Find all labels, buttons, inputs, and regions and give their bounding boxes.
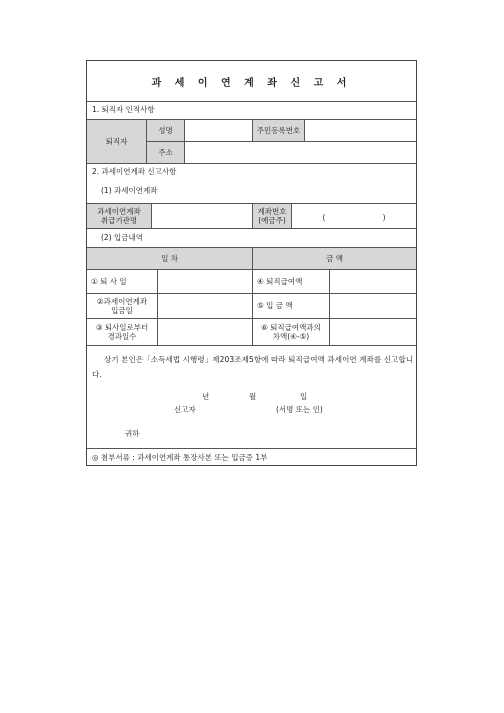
divider	[87, 101, 416, 102]
divider	[87, 228, 416, 229]
col-amount-header: 금 액	[326, 253, 343, 263]
divider	[146, 119, 147, 163]
elapsed-days-field[interactable]	[158, 319, 252, 345]
divider	[151, 203, 152, 228]
institution-label: 과세이연계좌 취급기관명	[97, 206, 141, 225]
deposit-amount-field[interactable]	[330, 294, 416, 318]
divider	[87, 345, 416, 346]
row-retire-date-label: ① 퇴 사 일	[91, 276, 127, 286]
subsection-deposit: (2) 입금내역	[101, 233, 143, 243]
reporter-label: 신고자	[174, 405, 196, 414]
divider	[252, 247, 253, 345]
name-field[interactable]	[185, 120, 252, 141]
col-date-header: 일 차	[161, 253, 178, 263]
attachment-note: ◎ 첨부서류 : 과세이연계좌 통장사본 또는 입금증 1부	[92, 452, 268, 462]
subsection-account: (1) 과세이연계좌	[101, 186, 158, 196]
divider	[252, 119, 253, 141]
row-deposit-amount-label: ⑤ 입 금 액	[257, 301, 293, 311]
divider	[157, 269, 158, 345]
divider	[329, 269, 330, 345]
report-form	[86, 60, 417, 466]
row-retire-amount-label: ④ 퇴직급여액	[257, 276, 303, 286]
addressee-label: 귀하	[125, 429, 140, 438]
account-field[interactable]: ( )	[322, 213, 386, 223]
form-title: 과 세 이 연 계 좌 신 고 서	[151, 77, 352, 89]
address-label: 주소	[158, 147, 173, 157]
id-field[interactable]	[305, 120, 416, 141]
difference-field[interactable]	[330, 319, 416, 345]
divider	[87, 448, 416, 449]
section1-heading: 1. 퇴직자 인적사항	[92, 105, 155, 115]
divider	[304, 119, 305, 141]
date-month-label: 월	[249, 392, 257, 401]
divider	[146, 141, 416, 142]
deposit-date-field[interactable]	[158, 294, 252, 318]
address-field[interactable]	[185, 142, 416, 163]
signature-label: (서명 또는 인)	[276, 405, 323, 414]
divider	[87, 163, 416, 164]
id-label: 주민등록번호	[256, 125, 301, 135]
retiree-label: 퇴직자	[105, 136, 128, 146]
divider	[184, 119, 185, 163]
declaration-text: 상기 본인은「소득세법 시행령」제203조제5항에 따라 퇴직급여액 과세이연 계좌를 신고합니다.	[92, 355, 414, 379]
date-year-label: 년	[202, 392, 210, 401]
row-deposit-date-label: ②과세이연계좌 입금일	[96, 296, 148, 315]
row-difference-label: ⑥ 퇴직급여액과의 차액(④-⑤)	[261, 322, 321, 341]
retire-date-field[interactable]	[158, 270, 252, 293]
divider	[291, 203, 292, 228]
section2-heading: 2. 과세이연계좌 신고사항	[92, 167, 177, 177]
institution-field[interactable]	[152, 204, 252, 228]
account-label: 계좌번호 (예금주)	[257, 206, 287, 225]
date-day-label: 일	[300, 392, 308, 401]
name-label: 성명	[158, 125, 173, 135]
retire-amount-field[interactable]	[330, 270, 416, 293]
divider	[252, 203, 253, 228]
row-elapsed-days-label: ③ 퇴사일로부터 경과일수	[95, 322, 149, 341]
